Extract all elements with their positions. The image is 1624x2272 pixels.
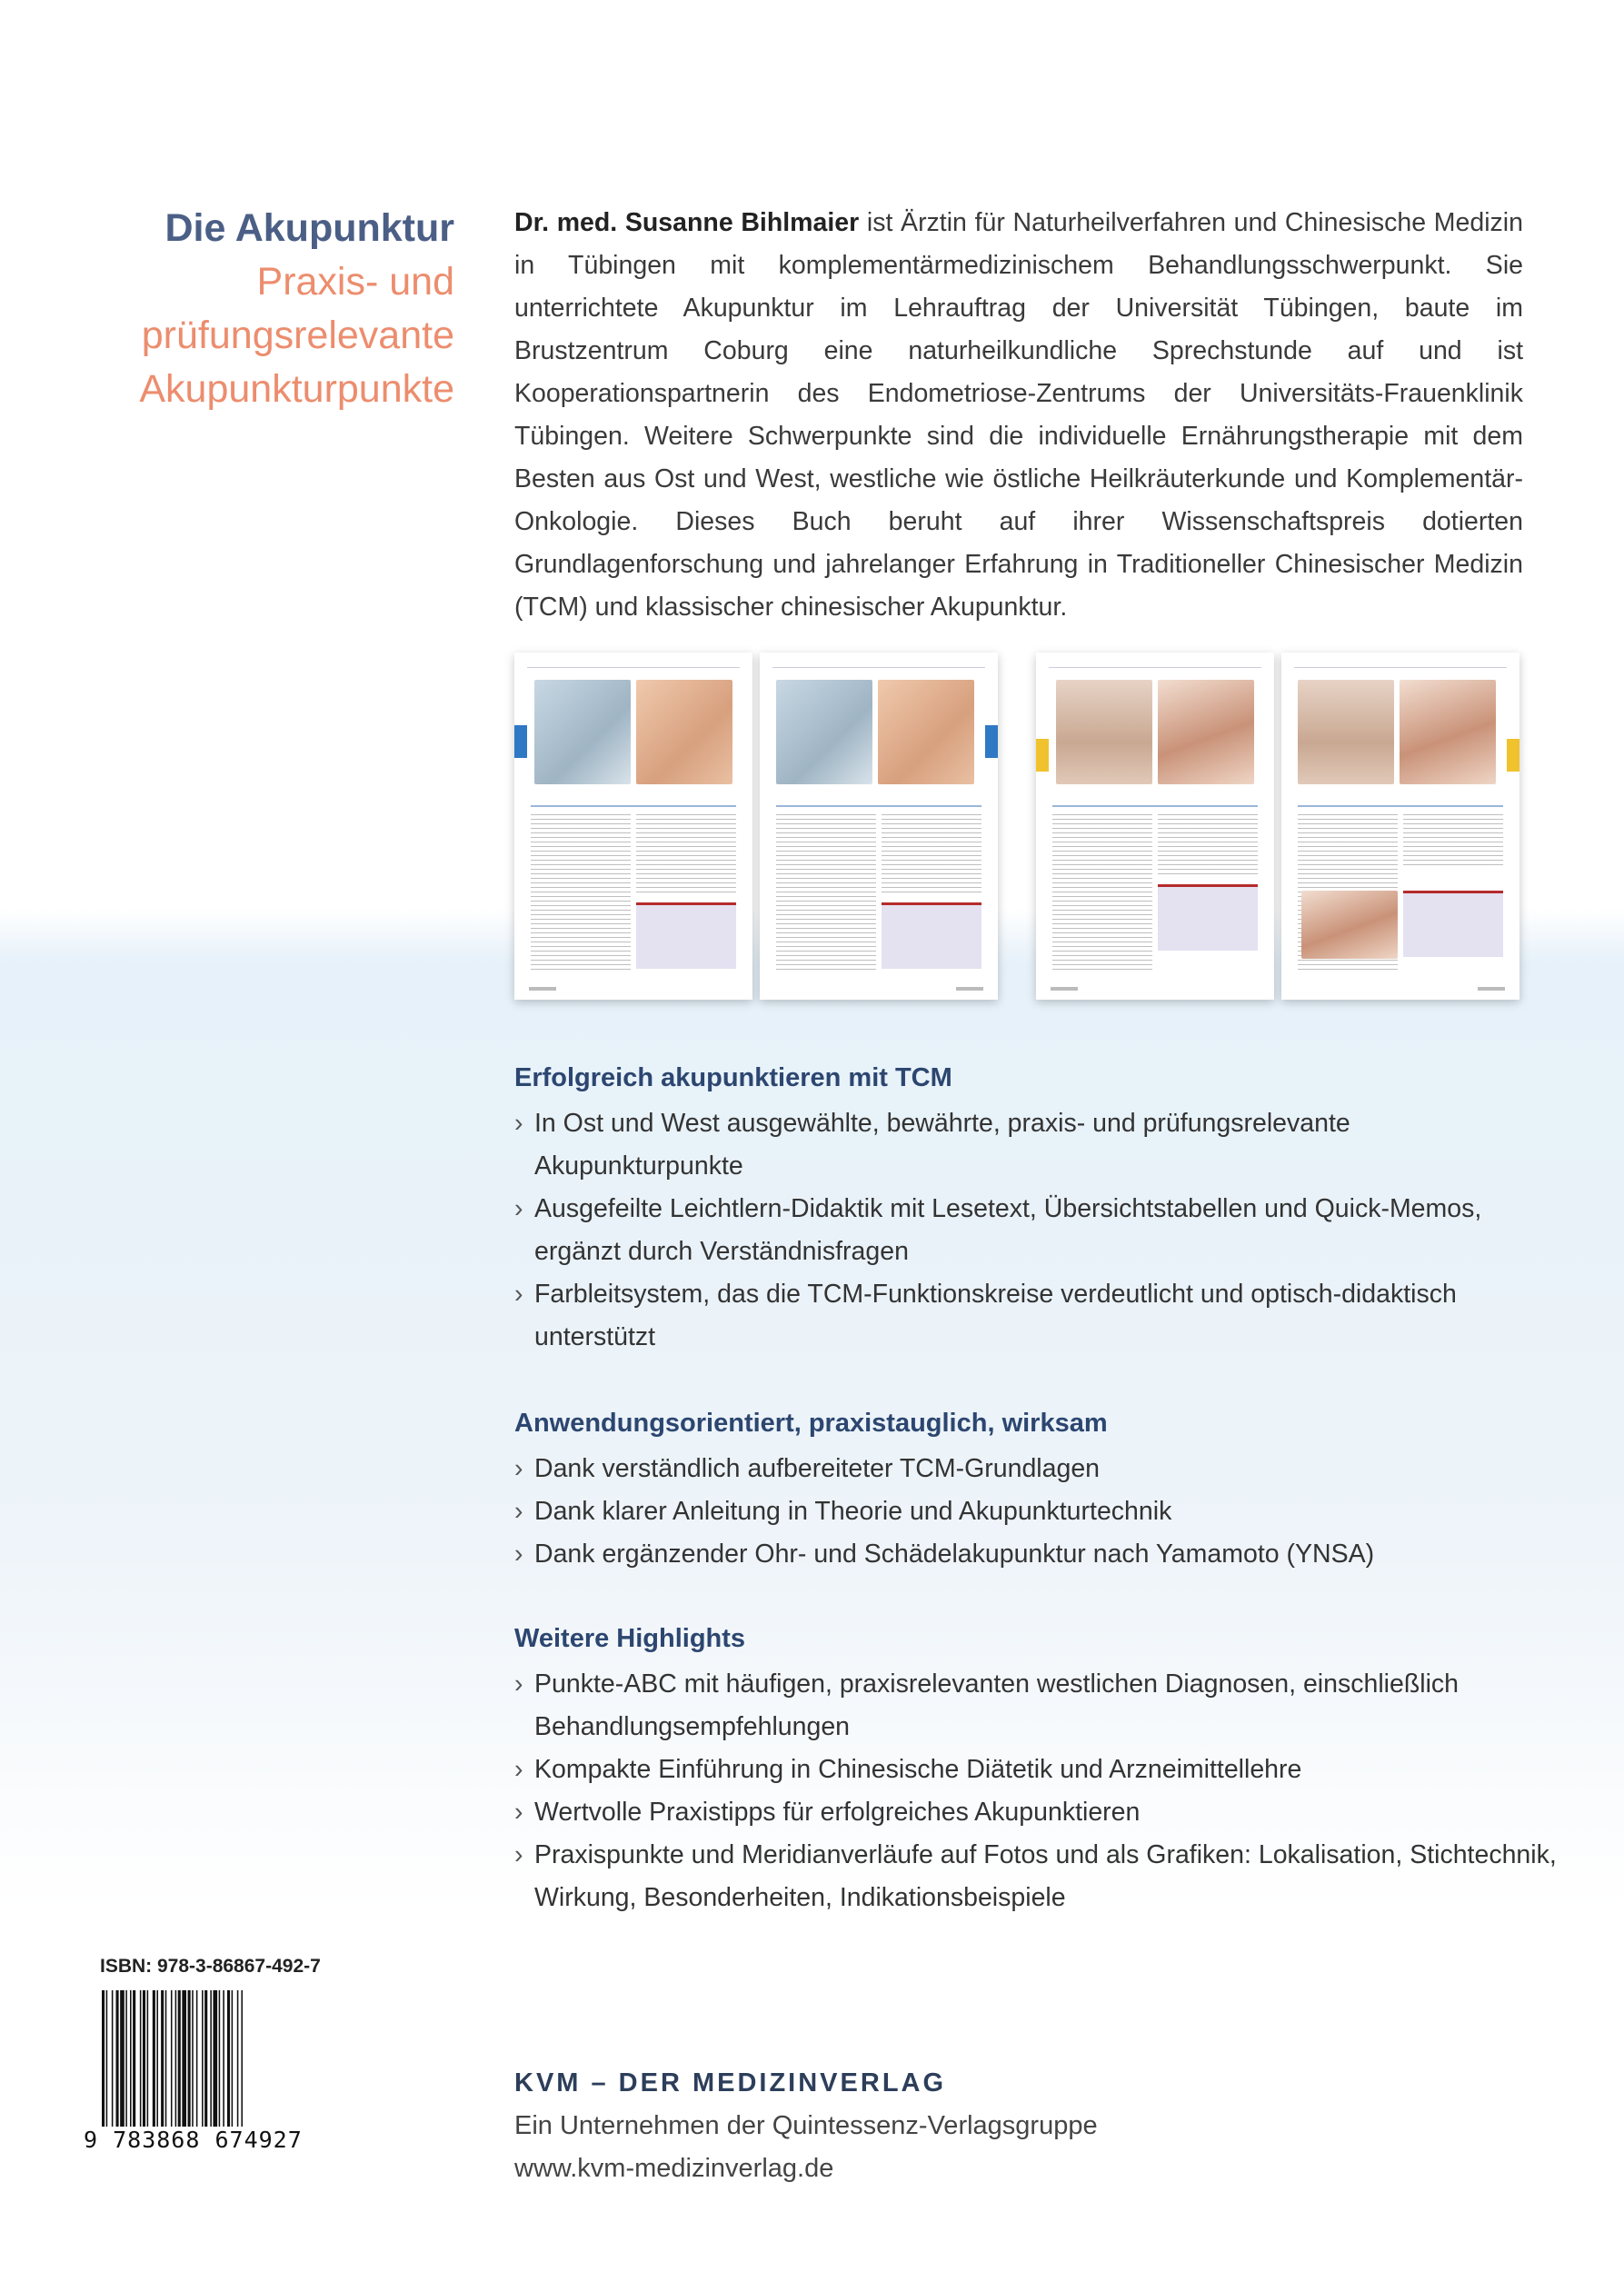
list-item: › Dank ergänzender Ohr- und Schädelakupunktur nach Yamamoto (YNSA) xyxy=(514,1533,1559,1576)
section-list-tcm xyxy=(514,1102,1559,1359)
chevron-right-icon: › xyxy=(514,1280,523,1309)
publisher-url[interactable]: www.kvm-medizinverlag.de xyxy=(514,2154,834,2183)
list-item: › Punkte-ABC mit häufigen, praxisrelevanten westlichen Diagnosen, einschließlich Behandlungsempfehlungen xyxy=(514,1663,1559,1749)
leg-xray-image xyxy=(1056,680,1152,784)
section-list-anwendung xyxy=(514,1448,1559,1576)
hand-xray-image xyxy=(776,680,872,784)
chevron-right-icon: › xyxy=(514,1454,523,1483)
hand-photo-image xyxy=(878,680,974,784)
chevron-right-icon: › xyxy=(514,1497,523,1526)
chevron-right-icon: › xyxy=(514,1109,523,1138)
leg-photo-image xyxy=(1400,680,1496,784)
chapter-tab-yellow xyxy=(1036,739,1049,772)
chevron-right-icon: › xyxy=(514,1798,523,1827)
author-bio xyxy=(514,202,1523,629)
book-subtitle-line-2: prüfungsrelevante xyxy=(141,314,454,357)
chapter-tab-yellow xyxy=(1507,739,1519,772)
chevron-right-icon: › xyxy=(514,1755,523,1784)
chevron-right-icon: › xyxy=(514,1840,523,1869)
chevron-right-icon: › xyxy=(514,1194,523,1223)
chapter-tab-blue xyxy=(985,725,998,758)
isbn-label: ISBN: 978-3-86867-492-7 xyxy=(100,1956,321,1977)
publisher-subtitle: Ein Unternehmen der Quintessenz-Verlagsgruppe xyxy=(514,2111,1098,2140)
list-item: › Ausgefeilte Leichtlern-Didaktik mit Lesetext, Übersichtstabellen und Quick-Memos, ergänzt durch Verständnisfragen xyxy=(514,1188,1559,1273)
hand-xray-image xyxy=(534,680,631,784)
list-item: › Dank klarer Anleitung in Theorie und Akupunkturtechnik xyxy=(514,1490,1559,1533)
list-item: › Wertvolle Praxistipps für erfolgreiches Akupunktieren xyxy=(514,1791,1559,1834)
preview-page-3 xyxy=(1036,653,1274,1000)
book-title: Die Akupunktur xyxy=(164,206,454,250)
leg-xray-image xyxy=(1298,680,1394,784)
list-item: › Farbleitsystem, das die TCM-Funktionskreise verdeutlicht und optisch-didaktisch unterstützt xyxy=(514,1273,1559,1359)
book-subtitle-line-3: Akupunkturpunkte xyxy=(139,367,454,411)
chevron-right-icon: › xyxy=(514,1669,523,1699)
page-preview-spread-1 xyxy=(514,653,998,1000)
section-heading-highlights: Weitere Highlights xyxy=(514,1624,746,1653)
hand-photo-image xyxy=(636,680,732,784)
list-item: › Kompakte Einführung in Chinesische Diätetik und Arzneimittellehre xyxy=(514,1749,1559,1791)
book-subtitle-line-1: Praxis- und xyxy=(256,260,454,304)
chapter-tab-blue xyxy=(514,725,527,758)
book-title-block xyxy=(0,202,454,416)
leg-photo-image xyxy=(1158,680,1254,784)
publisher-name: KVM – DER MEDIZINVERLAG xyxy=(514,2068,947,2098)
section-heading-tcm: Erfolgreich akupunktieren mit TCM xyxy=(514,1063,952,1092)
section-heading-anwendung: Anwendungsorientiert, praxistauglich, wirksam xyxy=(514,1409,1108,1438)
list-item: › In Ost und West ausgewählte, bewährte, praxis- und prüfungsrelevante Akupunkturpunkte xyxy=(514,1102,1559,1188)
praxistipp-box xyxy=(1158,884,1258,951)
section-list-highlights xyxy=(514,1663,1559,1919)
preview-page-1 xyxy=(514,653,752,1000)
chevron-right-icon: › xyxy=(514,1540,523,1569)
page-preview-spread-2 xyxy=(1036,653,1519,1000)
author-name: Dr. med. Susanne Bihlmaier xyxy=(514,208,860,237)
list-item: › Praxispunkte und Meridianverläufe auf Fotos und als Grafiken: Lokalisation, Stichtechnik, Wirkung, Besonderheiten, Indikationsbeispiele xyxy=(514,1834,1559,1919)
preview-page-2 xyxy=(760,653,998,1000)
praxistipp-box xyxy=(1403,891,1503,957)
barcode-icon xyxy=(100,1990,323,2127)
knee-graphic xyxy=(1301,891,1398,959)
praxistipp-box xyxy=(636,902,736,969)
list-item: › Dank verständlich aufbereiteter TCM-Grundlagen xyxy=(514,1448,1559,1490)
author-bio-text: ist Ärztin für Naturheilverfahren und Chinesische Medizin in Tübingen mit komplementärmedizinischem Behandlungsschwerpunkt. Sie unterrichtete Akupunktur im Lehrauftrag der Universität Tübingen, baute im Brustzentrum Coburg eine naturheilkundliche Sprechstunde auf und ist Kooperationspartnerin des Endometriose-Zentrums der Universitäts-Frauenklinik Tübingen. Weitere Schwerpunkte sind die individuelle Ernährungstherapie mit dem Besten aus Ost und West, westliche wie östliche Heilkräuterkunde und Komplementär-Onkologie. Dieses Buch beruht auf ihrer Wissenschaftspreis dotierten Grundlagenforschung und jahrelanger Erfahrung in Traditioneller Chinesischer Medizin (TCM) und klassischer chinesischer Akupunktur. xyxy=(514,208,1523,622)
preview-page-4 xyxy=(1281,653,1519,1000)
barcode-digits: 9 783868 674927 xyxy=(84,2127,303,2153)
praxistipp-box xyxy=(882,902,981,969)
